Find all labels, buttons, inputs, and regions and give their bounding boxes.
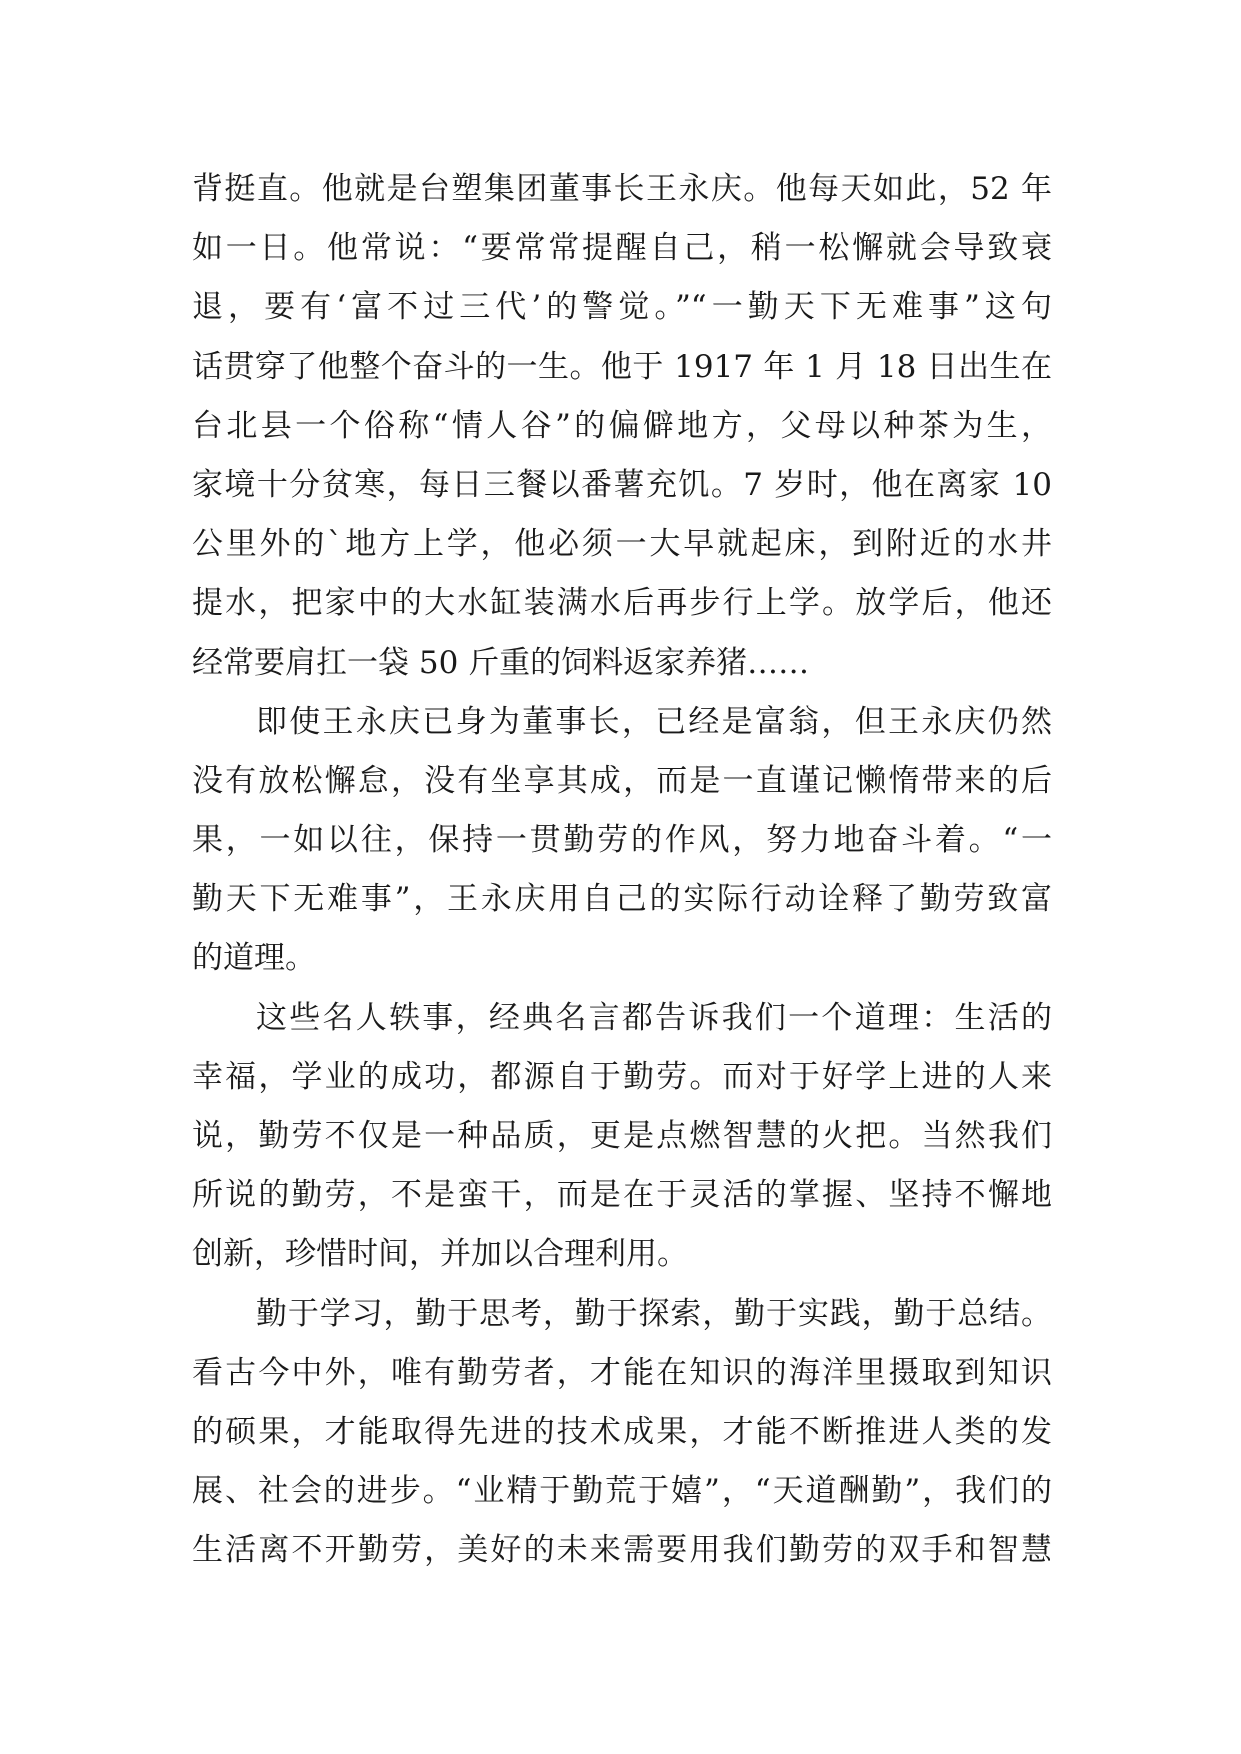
text-line: 所说的勤劳，不是蛮干，而是在于灵活的掌握、坚持不懈地 [192,1177,1052,1214]
text-line: 家境十分贫寒，每日三餐以番薯充饥。7 岁时，他在离家 10 [192,466,1052,503]
text-line: 经常要肩扛一袋 50 斤重的饲料返家养猪…… [192,644,810,681]
text-line: 生活离不开勤劳，美好的未来需要用我们勤劳的双手和智慧 [192,1532,1052,1569]
text-line: 即使王永庆已身为董事长，已经是富翁，但王永庆仍然 [256,703,1052,740]
text-line: 没有放松懈怠，没有坐享其成，而是一直谨记懒惰带来的后 [192,762,1052,799]
text-line: 公里外的`地方上学，他必须一大早就起床，到附近的水井 [192,526,1052,563]
text-line: 勤天下无难事”，王永庆用自己的实际行动诠释了勤劳致富 [192,881,1052,918]
paragraph-3 [192,989,1052,1285]
text-line: 勤于学习，勤于思考，勤于探索，勤于实践，勤于总结。 [256,1295,1052,1332]
text-line: 提水，把家中的大水缸装满水后再步行上学。放学后，他还 [192,585,1052,622]
text-line: 话贯穿了他整个奋斗的一生。他于 1917 年 1 月 18 日出生在 [192,348,1052,385]
text-line: 的道理。 [192,940,316,977]
text-line: 果，一如以往，保持一贯勤劳的作风，努力地奋斗着。“一 [192,822,1052,859]
document-body [192,160,1052,1581]
paragraph-4 [192,1285,1052,1581]
text-line: 台北县一个俗称“情人谷”的偏僻地方，父母以种茶为生， [192,407,1052,444]
text-line: 创新，珍惜时间，并加以合理利用。 [192,1236,688,1273]
text-line: 幸福，学业的成功，都源自于勤劳。而对于好学上进的人来 [192,1058,1052,1095]
paragraph-1 [192,160,1052,693]
text-line: 如一日。他常说：“要常常提醒自己，稍一松懈就会导致衰 [192,230,1052,267]
text-line: 说，勤劳不仅是一种品质，更是点燃智慧的火把。当然我们 [192,1118,1052,1154]
text-line: 这些名人轶事，经典名言都告诉我们一个道理：生活的 [256,999,1052,1036]
paragraph-2 [192,693,1052,989]
text-line: 的硕果，才能取得先进的技术成果，才能不断推进人类的发 [192,1413,1052,1450]
text-line: 背挺直。他就是台塑集团董事长王永庆。他每天如此，52 年 [192,171,1052,207]
text-line: 展、社会的进步。“业精于勤荒于嬉”，“天道酬勤”，我们的 [192,1473,1052,1510]
text-line: 退，要有‘富不过三代’的警觉。”“一勤天下无难事”这句 [192,289,1052,326]
text-line: 看古今中外，唯有勤劳者，才能在知识的海洋里摄取到知识 [192,1354,1052,1391]
